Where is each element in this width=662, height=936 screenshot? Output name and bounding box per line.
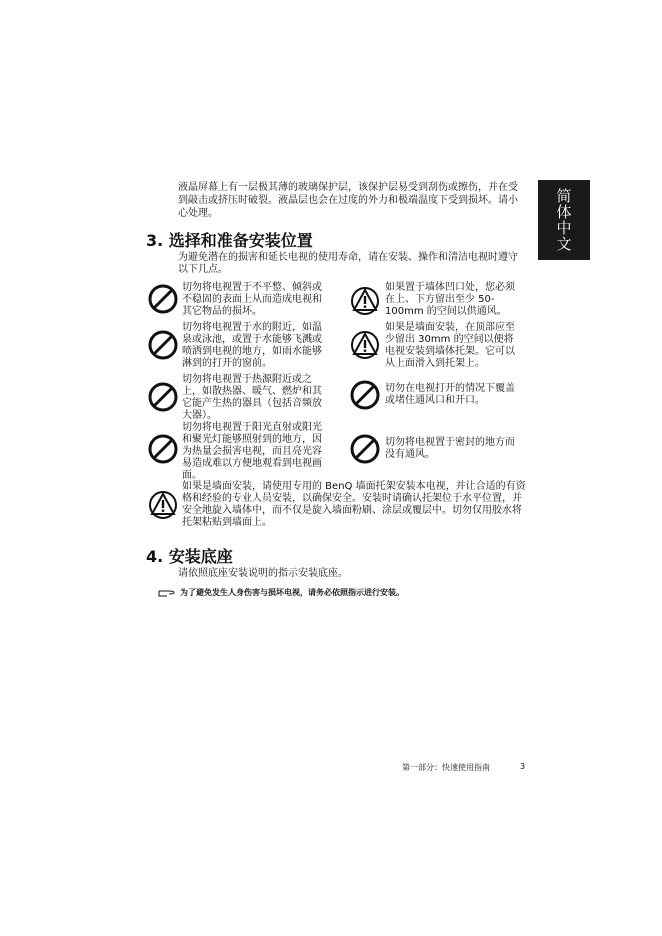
prohibited-icon — [350, 434, 380, 464]
language-tab — [538, 180, 590, 260]
left-item-text: 切勿将电视置于阳光直射或阳光和聚光灯能够照射到的地方，因为热量会损害电视，而且亮光容易造成难以方便地观看到电视画面。 — [182, 422, 322, 481]
warning-icon — [350, 286, 380, 316]
prohibited-icon — [148, 434, 178, 464]
right-item-text: 如果是墙面安装，在顶部应至少留出 30mm 的空间以便将电视安装到墙体托架。它可以从上面滑入到托架上。 — [385, 322, 515, 369]
left-item-text: 切勿将电视置于不平整、倾斜或不稳固的表面上从而造成电视和其它物品的损坏。 — [182, 282, 322, 317]
page-number: 3 — [520, 762, 526, 771]
left-item-text: 切勿将电视置于热源附近或之上，如散热器、暖气、燃炉和其它能产生热的器具（包括音频放大器）。 — [182, 374, 322, 421]
safety-note — [158, 583, 404, 602]
section-4-lead: 请依照底座安装说明的指示安装底座。 — [178, 568, 348, 579]
prohibited-icon — [148, 284, 178, 314]
prohibited-icon — [148, 382, 178, 412]
prohibited-icon — [350, 380, 380, 410]
footer-chapter: 第一部分：快速使用指南 — [402, 763, 490, 772]
prohibited-icon — [148, 330, 178, 360]
section-4-heading: 4. 安装底座 — [146, 547, 233, 566]
right-item-text: 切勿将电视置于密封的地方而没有通风。 — [385, 437, 515, 460]
right-item-text: 切勿在电视打开的情况下覆盖或堵住通风口和开口。 — [385, 383, 515, 406]
intro-paragraph: 液晶屏幕上有一层极其薄的玻璃保护层，该保护层易受到刮伤或擦伤，并在受到敲击或挤压时破裂。液晶层也会在过度的外力和极端温度下受到损坏。请小心处理。 — [178, 182, 518, 219]
section-3-heading: 3. 选择和准备安装位置 — [146, 231, 313, 250]
right-item-text: 如果置于墙体凹口处，您必须在上、下方留出至少 50-100mm 的空间以供通风。 — [385, 282, 515, 317]
pointing-hand-icon — [158, 583, 176, 602]
wall-mount-note: 如果是墙面安装，请使用专用的 BenQ 墙面托架安装本电视，并让合适的有资格和经验的专业人员安装，以确保安全。安装时请确认托架位于水平位置，并安全地旋入墙体中，而不仅是旋入墙面粉刷、涂层或覆层中。切勿仅用胶水将托架粘贴到墙面上。 — [182, 481, 526, 528]
warning-icon — [350, 330, 380, 360]
left-item-text: 切勿将电视置于水的附近，如温泉或泳池，或置于水能够飞溅或喷洒到电视的地方，如雨水能够淋到的打开的窗前。 — [182, 322, 322, 369]
safety-note-text: 为了避免发生人身伤害与损坏电视，请务必依照指示进行安装。 — [180, 588, 404, 597]
language-tab-label: 简体中文 — [554, 188, 573, 252]
warning-icon — [148, 490, 178, 520]
section-3-lead: 为避免潜在的损害和延长电视的使用寿命，请在安装、操作和清洁电视时遵守以下几点。 — [178, 252, 518, 275]
